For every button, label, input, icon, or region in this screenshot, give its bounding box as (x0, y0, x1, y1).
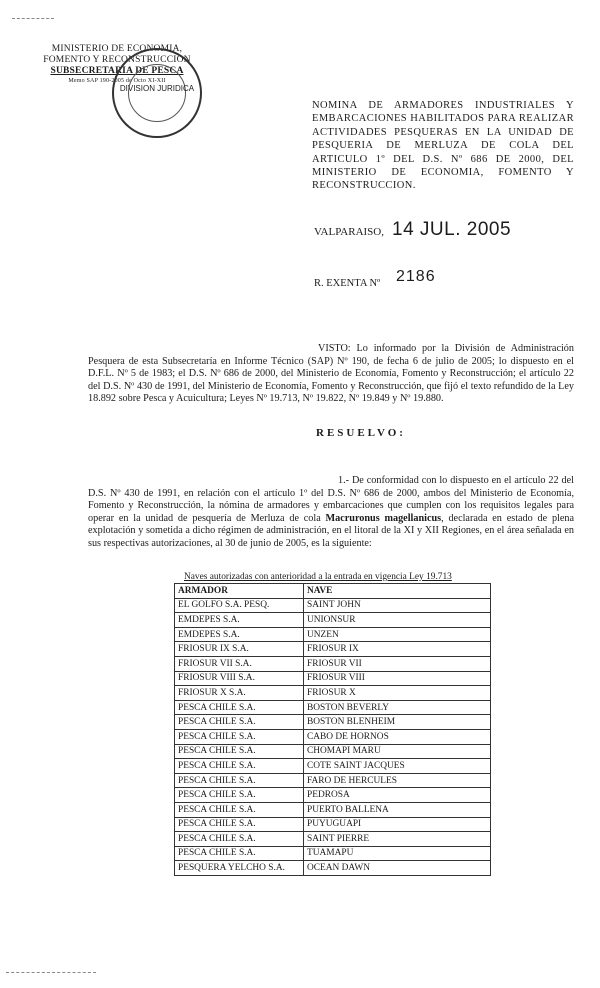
date-stamp: 14 JUL. 2005 (392, 219, 512, 240)
armador-cell: PESCA CHILE S.A. (175, 715, 304, 730)
armador-cell: PESCA CHILE S.A. (175, 773, 304, 788)
table-row (175, 759, 491, 774)
armador-cell: EL GOLFO S.A. PESQ. (175, 598, 304, 613)
nave-cell: CABO DE HORNOS (304, 729, 491, 744)
memo-reference: Memo SAP 190-2005 de Octo XI-XII (68, 78, 166, 84)
armador-cell: PESCA CHILE S.A. (175, 817, 304, 832)
paragraph-1-lead: 1.- De conformidad con lo dispuesto en el artículo 22 del D.S. Nº 430 de 1991, en relación con el artículo 1º del D.S. Nº 686 de 2000, ambos del Ministerio de Economía, Fomento y Reconstrucción, la nómina de armadores y embarcaciones que cumplen con los requisitos legales para operar en la unidad de pesquería de Merluza de cola (88, 475, 574, 524)
armador-cell: FRIOSUR X S.A. (175, 686, 304, 701)
nave-cell: COTE SAINT JACQUES (304, 759, 491, 774)
armador-cell: PESCA CHILE S.A. (175, 729, 304, 744)
visto-paragraph (88, 343, 574, 406)
table-caption: Naves autorizadas con anterioridad a la entrada en vigencia Ley 19.713 (184, 572, 452, 582)
armador-cell: FRIOSUR VIII S.A. (175, 671, 304, 686)
nave-cell: OCEAN DAWN (304, 861, 491, 876)
place-label: VALPARAISO, (314, 226, 384, 238)
table-row (175, 802, 491, 817)
nave-cell: PUERTO BALLENA (304, 802, 491, 817)
paragraph-1 (88, 475, 574, 551)
armador-cell: PESCA CHILE S.A. (175, 788, 304, 803)
ministry-line-1: MINISTERIO DE ECONOMIA, (51, 44, 183, 54)
header-armador: ARMADOR (175, 584, 304, 599)
paragraph-1-tail: , declarada en estado de plena explotación y sometida a dicho régimen de administración, en el litoral de la XI y XII Regiones, en el área señalada en sus respectivas autorizaciones, al 30 de junio de 2005, es la siguiente: (88, 512, 575, 549)
armador-cell: PESCA CHILE S.A. (175, 802, 304, 817)
nave-cell: BOSTON BLENHEIM (304, 715, 491, 730)
nave-cell: SAINT PIERRE (304, 832, 491, 847)
vessels-table (174, 572, 491, 876)
table-row (175, 744, 491, 759)
armador-cell: PESCA CHILE S.A. (175, 759, 304, 774)
visto-text: Lo informado por la División de Administración Pesquera de esta Subsecretaría en Informe Técnico (SAP) Nº 190, de fecha 6 de julio de 2005; lo dispuesto en el D.F.L. Nº 5 de 1983; el D.S. Nº 686 de 2000, del Ministerio de Economía, Fomento y Reconstrucción; el artículo 22 del D.S. Nº 430 de 1991, del Ministerio de Economía, Fomento y Reconstrucción, que fijó el texto refundido de la Ley 18.892 sobre Pesca y Acuicultura; Leyes Nº 19.713, Nº 19.822, Nº 19.849 y Nº 19.880. (88, 343, 574, 405)
table-row (175, 598, 491, 613)
table-row (175, 656, 491, 671)
resolution-label: R. EXENTA Nº (314, 278, 381, 289)
nave-cell: FRIOSUR IX (304, 642, 491, 657)
nave-cell: FRIOSUR VII (304, 656, 491, 671)
nave-cell: PEDROSA (304, 788, 491, 803)
table-row (175, 686, 491, 701)
armador-cell: PESCA CHILE S.A. (175, 700, 304, 715)
visto-lead: VISTO: (318, 343, 351, 354)
armador-cell: EMDEPES S.A. (175, 627, 304, 642)
species-name: Macruronus magellanicus (325, 512, 442, 524)
armador-cell: EMDEPES S.A. (175, 613, 304, 628)
header-nave: NAVE (304, 584, 491, 599)
resuelvo-heading: RESUELVO: (316, 427, 406, 439)
table-row (175, 817, 491, 832)
nave-cell: SAINT JOHN (304, 598, 491, 613)
nave-cell: FARO DE HERCULES (304, 773, 491, 788)
top-scan-mark (12, 18, 54, 19)
table-row (175, 861, 491, 876)
table-row (175, 715, 491, 730)
armador-cell: FRIOSUR IX S.A. (175, 642, 304, 657)
stamp-text: DIVISION JURIDICA (119, 84, 195, 93)
table-row (175, 729, 491, 744)
table-row (175, 846, 491, 861)
legal-division-stamp (112, 48, 202, 138)
table-row (175, 627, 491, 642)
nave-cell: CHOMAPI MARU (304, 744, 491, 759)
armador-cell: PESCA CHILE S.A. (175, 744, 304, 759)
armador-cell: PESCA CHILE S.A. (175, 846, 304, 861)
nave-cell: UNZEN (304, 627, 491, 642)
resolution-number: 2186 (396, 268, 436, 285)
table-row (175, 700, 491, 715)
armador-cell: PESCA CHILE S.A. (175, 832, 304, 847)
nave-cell: UNIONSUR (304, 613, 491, 628)
table-row (175, 788, 491, 803)
nave-cell: BOSTON BEVERLY (304, 700, 491, 715)
nave-cell: FRIOSUR VIII (304, 671, 491, 686)
bottom-scan-mark (6, 972, 96, 973)
table-header-row (175, 584, 491, 599)
armador-cell: PESQUERA YELCHO S.A. (175, 861, 304, 876)
armador-cell: FRIOSUR VII S.A. (175, 656, 304, 671)
ministry-line-3: SUBSECRETARIA DE PESCA (50, 66, 184, 76)
document-subject: NOMINA DE ARMADORES INDUSTRIALES Y EMBARCACIONES HABILITADOS PARA REALIZAR ACTIVIDADES PESQUERAS EN LA UNIDAD DE PESQUERIA DE MERLUZA DE COLA DEL ARTICULO 1º DEL D.S. Nº 686 DE 2000, DEL MINISTERIO DE ECONOMIA, FOMENTO Y RECONSTRUCCION. (312, 100, 574, 192)
nave-cell: PUYUGUAPI (304, 817, 491, 832)
table-row (175, 613, 491, 628)
nave-cell: FRIOSUR X (304, 686, 491, 701)
nave-cell: TUAMAPU (304, 846, 491, 861)
table-row (175, 832, 491, 847)
table-row (175, 773, 491, 788)
table-row (175, 642, 491, 657)
table-row (175, 671, 491, 686)
ministry-line-2: FOMENTO Y RECONSTRUCCION (43, 55, 191, 65)
